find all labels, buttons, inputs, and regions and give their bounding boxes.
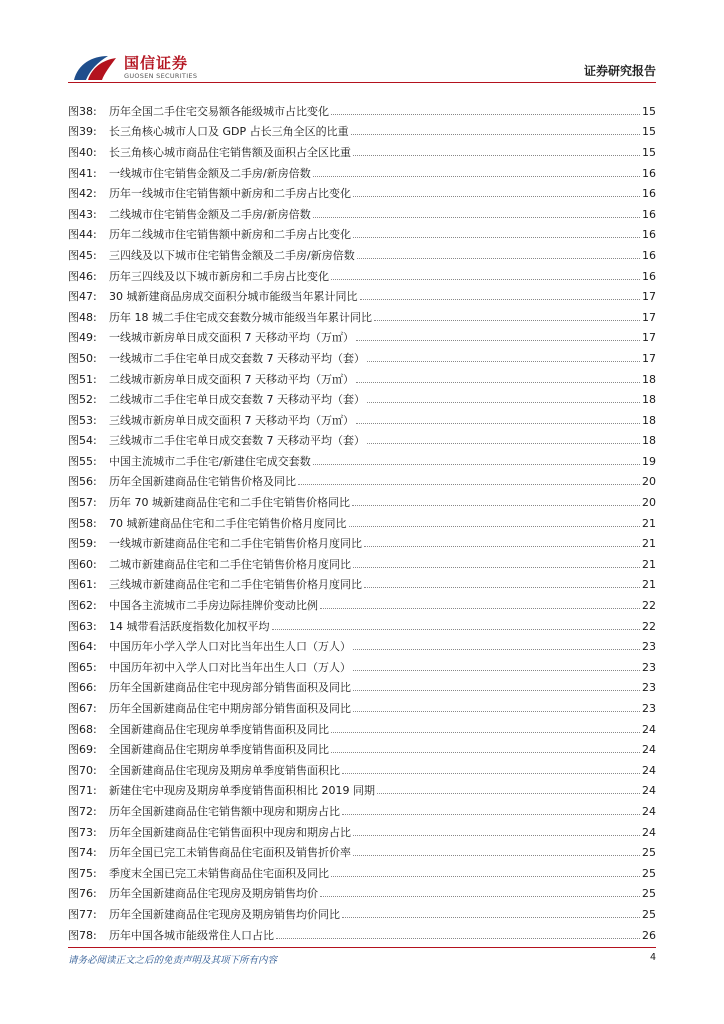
toc-figure-title: 长三角核心城市人口及 GDP 占长三角全区的比重 [109, 125, 349, 139]
toc-entry[interactable] [68, 389, 656, 410]
toc-entry[interactable] [68, 575, 656, 596]
toc-dot-leader [353, 835, 640, 836]
toc-page-number: 17 [642, 331, 656, 345]
toc-entry[interactable] [68, 348, 656, 369]
toc-figure-label: 图66: [68, 681, 97, 695]
toc-figure-title: 新建住宅中现房及期房单季度销售面积相比 2019 同期 [109, 784, 375, 798]
toc-entry[interactable] [68, 513, 656, 534]
toc-page-number: 21 [642, 537, 656, 551]
toc-page-number: 24 [642, 825, 656, 839]
toc-dot-leader [272, 629, 641, 630]
toc-page-number: 25 [642, 846, 656, 860]
toc-figure-label: 图56: [68, 475, 97, 489]
toc-figure-title: 历年全国新建商品住宅销售价格及同比 [109, 475, 296, 489]
toc-dot-leader [353, 155, 640, 156]
toc-figure-title: 长三角核心城市商品住宅销售额及面积占全区比重 [109, 145, 351, 159]
toc-page-number: 18 [642, 434, 656, 448]
toc-figure-title: 全国新建商品住宅现房及期房单季度销售面积比 [109, 763, 340, 777]
footer-divider [68, 947, 656, 948]
toc-dot-leader [356, 382, 640, 383]
toc-page-number: 16 [642, 207, 656, 221]
toc-figure-title: 14 城带看活跃度指数化加权平均 [109, 619, 270, 633]
toc-dot-leader [342, 814, 640, 815]
toc-figure-title: 二线城市二手住宅单日成交套数 7 天移动平均（套） [109, 393, 365, 407]
toc-figure-title: 历年二线城市住宅销售额中新房和二手房占比变化 [109, 228, 351, 242]
toc-entry[interactable] [68, 472, 656, 493]
toc-figure-title: 70 城新建商品住宅和二手住宅销售价格月度同比 [109, 516, 347, 530]
toc-dot-leader [313, 464, 640, 465]
toc-figure-title: 中国历年初中入学人口对比当年出生人口（万人） [109, 660, 351, 674]
toc-figure-title: 三四线及以下城市住宅销售金额及二手房/新房倍数 [109, 248, 355, 262]
toc-dot-leader [377, 793, 640, 794]
brand-name-en: GUOSEN SECURITIES [124, 72, 198, 80]
toc-figure-label: 图39: [68, 125, 97, 139]
toc-entry[interactable] [68, 719, 656, 740]
toc-dot-leader [357, 258, 640, 259]
toc-page-number: 17 [642, 310, 656, 324]
toc-figure-label: 图70: [68, 763, 97, 777]
toc-entry[interactable] [68, 451, 656, 472]
toc-entry[interactable] [68, 554, 656, 575]
toc-figure-label: 图47: [68, 290, 97, 304]
toc-page-number: 25 [642, 907, 656, 921]
toc-figure-title: 一线城市新建商品住宅和二手住宅销售价格月度同比 [109, 537, 362, 551]
toc-figure-title: 历年 70 城新建商品住宅和二手住宅销售价格同比 [109, 496, 350, 510]
toc-page-number: 22 [642, 599, 656, 613]
toc-entry[interactable] [68, 122, 656, 143]
toc-entry[interactable] [68, 183, 656, 204]
toc-page-number: 15 [642, 104, 656, 118]
toc-figure-label: 图45: [68, 248, 97, 262]
toc-entry[interactable] [68, 266, 656, 287]
toc-figure-title: 30 城新建商品房成交面积分城市能级当年累计同比 [109, 290, 358, 304]
toc-figure-label: 图62: [68, 599, 97, 613]
toc-entry[interactable] [68, 904, 656, 925]
toc-figure-label: 图53: [68, 413, 97, 427]
toc-dot-leader [353, 567, 640, 568]
toc-page-number: 24 [642, 743, 656, 757]
toc-figure-label: 图54: [68, 434, 97, 448]
toc-figure-title: 一线城市住宅销售金额及二手房/新房倍数 [109, 166, 311, 180]
toc-page-number: 20 [642, 496, 656, 510]
toc-figure-label: 图69: [68, 743, 97, 757]
toc-dot-leader [331, 732, 640, 733]
toc-figure-label: 图72: [68, 804, 97, 818]
toc-entry[interactable] [68, 142, 656, 163]
toc-figure-title: 历年全国新建商品住宅现房及期房销售均价 [109, 887, 318, 901]
brand-name-cn: 国信证券 [124, 54, 189, 72]
toc-page-number: 22 [642, 619, 656, 633]
toc-dot-leader [353, 855, 640, 856]
toc-dot-leader [349, 526, 641, 527]
toc-figure-title: 二线城市住宅销售金额及二手房/新房倍数 [109, 207, 311, 221]
toc-entry[interactable] [68, 781, 656, 802]
toc-page-number: 18 [642, 372, 656, 386]
toc-page-number: 24 [642, 804, 656, 818]
toc-figure-label: 图77: [68, 907, 97, 921]
guosen-logo-icon [68, 50, 120, 84]
toc-figure-label: 图51: [68, 372, 97, 386]
toc-entry[interactable] [68, 204, 656, 225]
toc-entry[interactable] [68, 595, 656, 616]
toc-dot-leader [360, 299, 641, 300]
toc-dot-leader [353, 196, 640, 197]
toc-page-number: 16 [642, 248, 656, 262]
toc-figure-label: 图63: [68, 619, 97, 633]
page-header [0, 0, 724, 86]
toc-dot-leader [367, 443, 640, 444]
toc-page-number: 26 [642, 928, 656, 942]
toc-page-number: 16 [642, 187, 656, 201]
toc-entry[interactable] [68, 492, 656, 513]
toc-entry[interactable] [68, 739, 656, 760]
toc-figure-label: 图67: [68, 702, 97, 716]
toc-page-number: 24 [642, 784, 656, 798]
toc-entry[interactable] [68, 884, 656, 905]
toc-figure-title: 历年全国新建商品住宅中期房部分销售面积及同比 [109, 702, 351, 716]
toc-dot-leader [320, 896, 640, 897]
toc-figure-label: 图46: [68, 269, 97, 283]
toc-figure-label: 图65: [68, 660, 97, 674]
toc-figure-label: 图61: [68, 578, 97, 592]
toc-dot-leader [364, 587, 640, 588]
toc-dot-leader [353, 690, 640, 691]
toc-figure-label: 图43: [68, 207, 97, 221]
toc-dot-leader [320, 608, 640, 609]
toc-page-number: 16 [642, 269, 656, 283]
toc-dot-leader [331, 752, 640, 753]
toc-dot-leader [313, 176, 640, 177]
toc-dot-leader [356, 423, 640, 424]
toc-figure-label: 图73: [68, 825, 97, 839]
toc-figure-title: 历年全国二手住宅交易额各能级城市占比变化 [109, 104, 329, 118]
toc-dot-leader [331, 279, 640, 280]
toc-page-number: 21 [642, 557, 656, 571]
toc-figure-label: 图52: [68, 393, 97, 407]
toc-figure-label: 图58: [68, 516, 97, 530]
toc-entry[interactable] [68, 925, 656, 946]
toc-page-number: 24 [642, 763, 656, 777]
toc-figure-label: 图55: [68, 454, 97, 468]
toc-entry[interactable] [68, 533, 656, 554]
toc-entry[interactable] [68, 328, 656, 349]
toc-page-number: 17 [642, 290, 656, 304]
toc-figure-title: 历年全国已完工未销售商品住宅面积及销售折价率 [109, 846, 351, 860]
toc-dot-leader [356, 340, 640, 341]
toc-page-number: 25 [642, 866, 656, 880]
toc-entry[interactable] [68, 678, 656, 699]
toc-figure-title: 中国历年小学入学人口对比当年出生人口（万人） [109, 640, 351, 654]
toc-dot-leader [342, 917, 640, 918]
toc-entry[interactable] [68, 163, 656, 184]
toc-figure-title: 历年三四线及以下城市新房和二手房占比变化 [109, 269, 329, 283]
report-type-label: 证券研究报告 [583, 64, 656, 78]
toc-figure-label: 图76: [68, 887, 97, 901]
toc-page-number: 16 [642, 166, 656, 180]
header-divider [68, 82, 656, 83]
toc-figure-title: 三线城市二手住宅单日成交套数 7 天移动平均（套） [109, 434, 365, 448]
toc-entry[interactable] [68, 698, 656, 719]
toc-entry[interactable] [68, 225, 656, 246]
toc-figure-title: 历年 18 城二手住宅成交套数分城市能级当年累计同比 [109, 310, 372, 324]
toc-figure-label: 图50: [68, 351, 97, 365]
toc-page-number: 17 [642, 351, 656, 365]
toc-figure-label: 图60: [68, 557, 97, 571]
toc-figure-title: 历年全国新建商品住宅中现房部分销售面积及同比 [109, 681, 351, 695]
toc-figure-label: 图44: [68, 228, 97, 242]
toc-page-number: 24 [642, 722, 656, 736]
toc-dot-leader [342, 773, 640, 774]
toc-figure-title: 全国新建商品住宅期房单季度销售面积及同比 [109, 743, 329, 757]
toc-figure-label: 图64: [68, 640, 97, 654]
toc-dot-leader [364, 546, 640, 547]
toc-figure-title: 中国主流城市二手住宅/新建住宅成交套数 [109, 454, 311, 468]
toc-page-number: 16 [642, 228, 656, 242]
toc-figure-label: 图71: [68, 784, 97, 798]
toc-dot-leader [352, 505, 640, 506]
toc-entry[interactable] [68, 760, 656, 781]
toc-figure-label: 图59: [68, 537, 97, 551]
toc-page-number: 15 [642, 145, 656, 159]
toc-dot-leader [353, 649, 640, 650]
toc-figure-title: 二线城市新房单日成交面积 7 天移动平均（万㎡） [109, 372, 354, 386]
brand-logo [68, 50, 208, 86]
toc-dot-leader [276, 938, 640, 939]
toc-figure-label: 图57: [68, 496, 97, 510]
toc-entry[interactable] [68, 410, 656, 431]
toc-figure-title: 中国各主流城市二手房边际挂牌价变动比例 [109, 599, 318, 613]
toc-page-number: 23 [642, 640, 656, 654]
toc-dot-leader [353, 711, 640, 712]
toc-page-number: 23 [642, 702, 656, 716]
toc-figure-title: 历年全国新建商品住宅销售面积中现房和期房占比 [109, 825, 351, 839]
toc-figure-label: 图42: [68, 187, 97, 201]
toc-dot-leader [313, 217, 640, 218]
toc-dot-leader [367, 402, 640, 403]
toc-figure-label: 图78: [68, 928, 97, 942]
toc-figure-title: 一线城市二手住宅单日成交套数 7 天移动平均（套） [109, 351, 365, 365]
toc-page-number: 20 [642, 475, 656, 489]
toc-page-number: 23 [642, 681, 656, 695]
toc-figure-title: 历年一线城市住宅销售额中新房和二手房占比变化 [109, 187, 351, 201]
toc-entry[interactable] [68, 431, 656, 452]
toc-entry[interactable] [68, 863, 656, 884]
page-number: 4 [649, 952, 656, 963]
toc-figure-label: 图68: [68, 722, 97, 736]
toc-figure-label: 图49: [68, 331, 97, 345]
toc-dot-leader [331, 114, 640, 115]
toc-dot-leader [367, 361, 640, 362]
figure-table-of-contents [68, 101, 656, 945]
toc-page-number: 21 [642, 578, 656, 592]
toc-page-number: 18 [642, 393, 656, 407]
toc-figure-label: 图38: [68, 104, 97, 118]
toc-figure-title: 历年中国各城市能级常住人口占比 [109, 928, 274, 942]
toc-entry[interactable] [68, 307, 656, 328]
toc-page-number: 21 [642, 516, 656, 530]
toc-dot-leader [331, 876, 640, 877]
disclaimer-note: 请务必阅读正文之后的免责声明及其项下所有内容 [68, 955, 278, 966]
toc-figure-title: 季度末全国已完工未销售商品住宅面积及同比 [109, 866, 329, 880]
toc-page-number: 23 [642, 660, 656, 674]
toc-dot-leader [298, 484, 640, 485]
toc-figure-title: 全国新建商品住宅现房单季度销售面积及同比 [109, 722, 329, 736]
toc-figure-label: 图41: [68, 166, 97, 180]
toc-figure-title: 历年全国新建商品住宅销售额中现房和期房占比 [109, 804, 340, 818]
toc-figure-title: 历年全国新建商品住宅现房及期房销售均价同比 [109, 907, 340, 921]
toc-entry[interactable] [68, 842, 656, 863]
toc-dot-leader [374, 320, 640, 321]
toc-figure-label: 图40: [68, 145, 97, 159]
toc-figure-title: 一线城市新房单日成交面积 7 天移动平均（万㎡） [109, 331, 354, 345]
toc-figure-title: 三线城市新房单日成交面积 7 天移动平均（万㎡） [109, 413, 354, 427]
toc-entry[interactable] [68, 801, 656, 822]
toc-entry[interactable] [68, 616, 656, 637]
toc-figure-label: 图48: [68, 310, 97, 324]
toc-page-number: 15 [642, 125, 656, 139]
toc-figure-label: 图74: [68, 846, 97, 860]
toc-dot-leader [353, 237, 640, 238]
toc-entry[interactable] [68, 286, 656, 307]
toc-figure-title: 三线城市新建商品住宅和二手住宅销售价格月度同比 [109, 578, 362, 592]
toc-entry[interactable] [68, 101, 656, 122]
toc-page-number: 19 [642, 454, 656, 468]
toc-figure-label: 图75: [68, 866, 97, 880]
toc-entry[interactable] [68, 636, 656, 657]
toc-entry[interactable] [68, 369, 656, 390]
toc-entry[interactable] [68, 657, 656, 678]
toc-dot-leader [353, 670, 640, 671]
toc-entry[interactable] [68, 822, 656, 843]
toc-entry[interactable] [68, 245, 656, 266]
toc-page-number: 25 [642, 887, 656, 901]
toc-page-number: 18 [642, 413, 656, 427]
toc-dot-leader [351, 134, 640, 135]
toc-figure-title: 二城市新建商品住宅和二手住宅销售价格月度同比 [109, 557, 351, 571]
